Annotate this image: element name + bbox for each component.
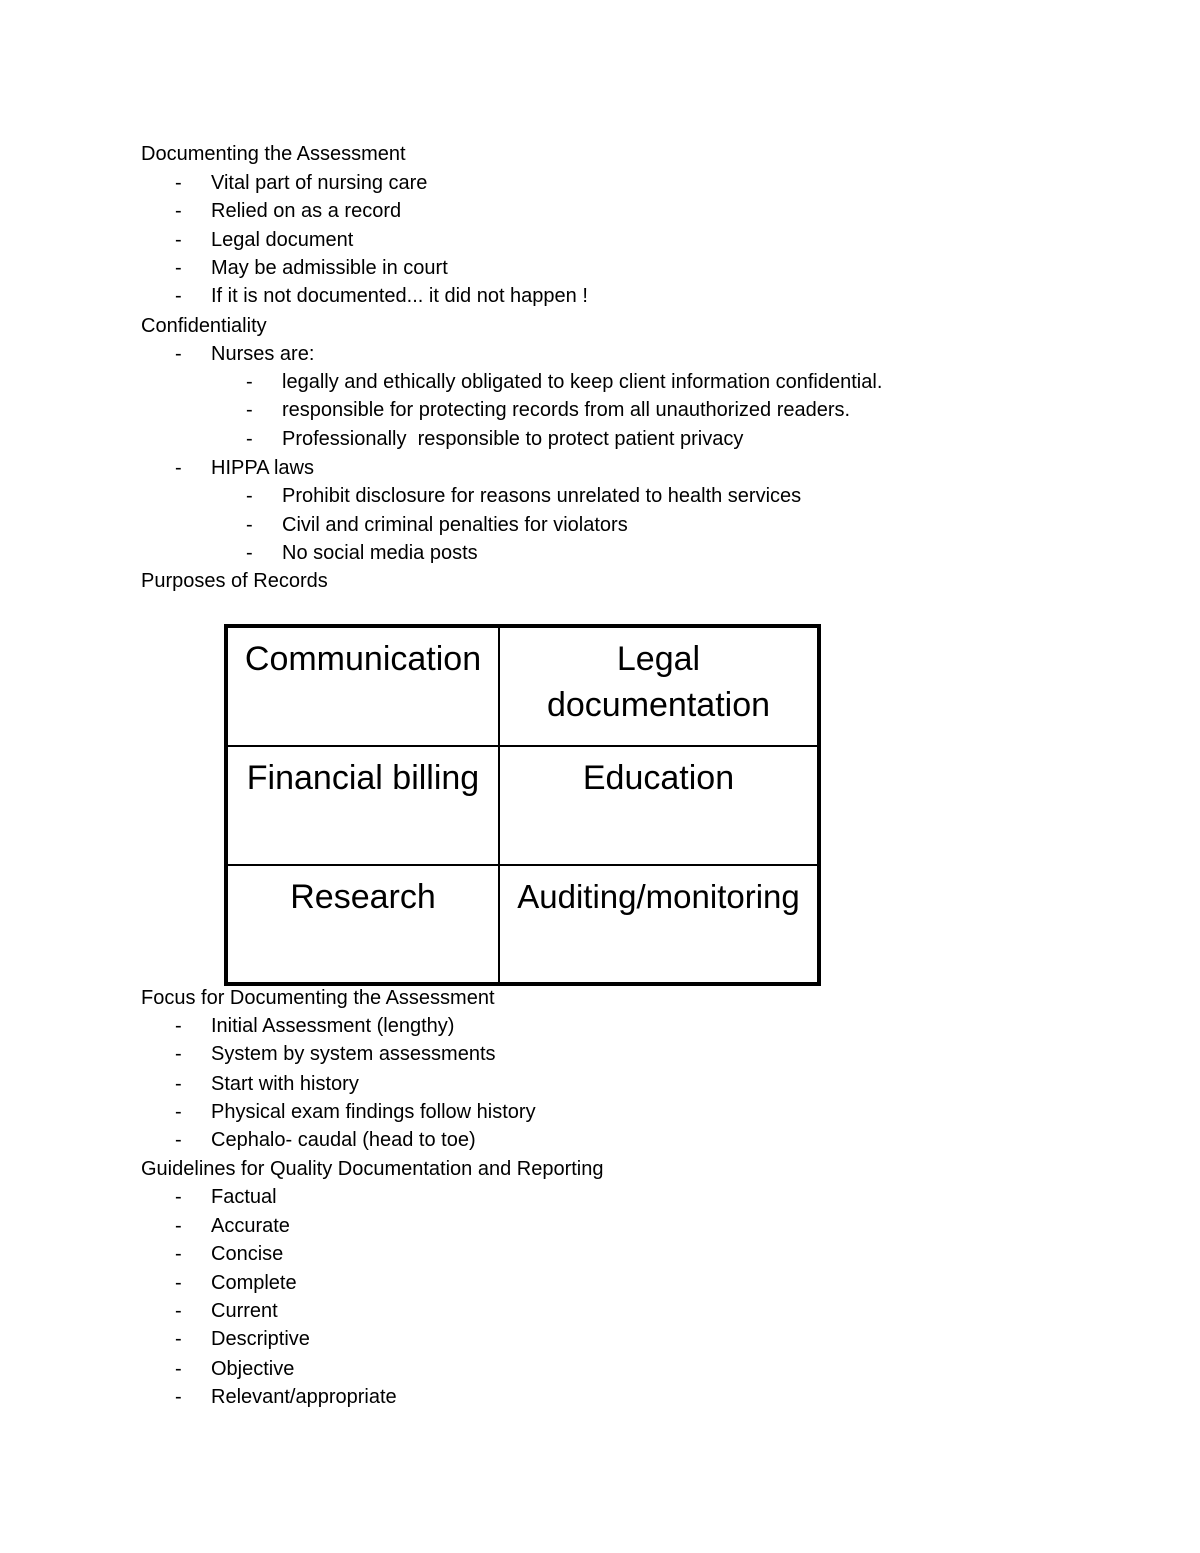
table-cell-financial-billing: Financial billing [228,747,500,866]
list-item: May be admissible in court [211,257,448,279]
bullet-dash: - [175,200,182,222]
bullet-dash: - [246,428,253,450]
bullet-dash: - [175,1043,182,1065]
sub-list-item: Professionally responsible to protect patient privacy [282,428,744,450]
bullet-dash: - [175,1328,182,1350]
list-item: Cephalo- caudal (head to toe) [211,1129,476,1151]
table-cell-education: Education [500,747,817,866]
list-item: Current [211,1300,278,1322]
bullet-dash: - [175,1015,182,1037]
bullet-dash: - [175,1101,182,1123]
list-item: Relied on as a record [211,200,402,222]
bullet-dash: - [175,285,182,307]
sub-list-item: Prohibit disclosure for reasons unrelated to health services [282,485,802,507]
sub-list-item: responsible for protecting records from all unauthorized readers. [282,399,851,421]
bullet-dash: - [175,1129,182,1151]
bullet-dash: - [246,485,253,507]
heading-confidentiality: Confidentiality [141,315,267,337]
bullet-dash: - [246,514,253,536]
heading-guidelines: Guidelines for Quality Documentation and Reporting [141,1158,604,1180]
bullet-dash: - [246,399,253,421]
list-item: Legal document [211,229,354,251]
heading-documenting: Documenting the Assessment [141,143,406,165]
bullet-dash: - [175,1073,182,1095]
bullet-dash: - [175,1300,182,1322]
purposes-table [224,624,821,986]
list-item: Physical exam findings follow history [211,1101,536,1123]
list-item: Concise [211,1243,284,1265]
list-item: Initial Assessment (lengthy) [211,1015,455,1037]
bullet-dash: - [175,172,182,194]
bullet-dash: - [246,371,253,393]
table-cell-auditing-monitoring: Auditing/monitoring [517,878,800,915]
bullet-dash: - [175,1186,182,1208]
sub-list-item: No social media posts [282,542,478,564]
list-item-hippa: HIPPA laws [211,457,314,479]
list-item: If it is not documented... it did not happen ! [211,285,588,307]
bullet-dash: - [175,1386,182,1408]
list-item: Complete [211,1272,297,1294]
list-item: Accurate [211,1215,290,1237]
bullet-dash: - [246,542,253,564]
bullet-dash: - [175,457,182,479]
table-cell-communication: Communication [228,628,500,747]
bullet-dash: - [175,229,182,251]
list-item: Objective [211,1358,295,1380]
bullet-dash: - [175,257,182,279]
list-item: Descriptive [211,1328,310,1350]
list-item: Relevant/appropriate [211,1386,397,1408]
sub-list-item: Civil and criminal penalties for violators [282,514,628,536]
list-item: Factual [211,1186,277,1208]
sub-list-item: legally and ethically obligated to keep client information confidential. [282,371,883,393]
bullet-dash: - [175,1215,182,1237]
bullet-dash: - [175,1243,182,1265]
table-cell-research: Research [228,866,500,982]
bullet-dash: - [175,1272,182,1294]
heading-purposes: Purposes of Records [141,570,328,592]
bullet-dash: - [175,343,182,365]
table-cell-legal-documentation: Legal documentation [500,628,817,747]
bullet-dash: - [175,1358,182,1380]
list-item: Start with history [211,1073,359,1095]
list-item: System by system assessments [211,1043,496,1065]
heading-focus: Focus for Documenting the Assessment [141,987,495,1009]
list-item: Vital part of nursing care [211,172,428,194]
list-item-nurses: Nurses are: [211,343,315,365]
